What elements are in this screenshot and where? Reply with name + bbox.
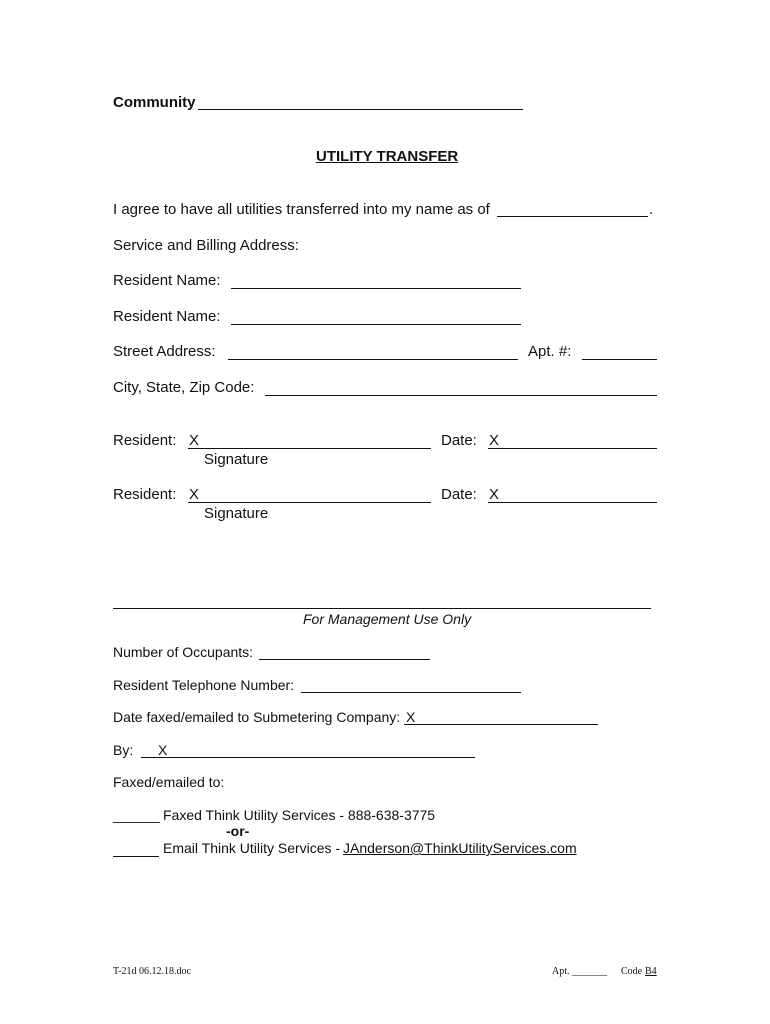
date-2-field[interactable] bbox=[488, 486, 657, 503]
resident-signature-1-field[interactable] bbox=[188, 432, 431, 449]
street-address-field[interactable] bbox=[228, 343, 518, 360]
apt-label: Apt. #: bbox=[528, 343, 572, 360]
community-field[interactable] bbox=[198, 93, 523, 110]
city-state-zip-label: City, State, Zip Code: bbox=[113, 379, 255, 396]
date-2-label: Date: bbox=[441, 486, 477, 503]
resident-name-1-field[interactable] bbox=[231, 272, 521, 289]
faxed-to-label: Faxed/emailed to: bbox=[113, 774, 225, 790]
resident-signature-2-field[interactable] bbox=[188, 486, 431, 503]
telephone-field[interactable] bbox=[301, 676, 521, 693]
date-1-field[interactable] bbox=[488, 432, 657, 449]
footer-code-label: Code bbox=[621, 966, 643, 977]
signature-1-x: X bbox=[189, 432, 200, 449]
apt-field[interactable] bbox=[582, 343, 657, 360]
resident-name-1-label: Resident Name: bbox=[113, 272, 221, 289]
telephone-label: Resident Telephone Number: bbox=[113, 677, 295, 693]
page-title: UTILITY TRANSFER bbox=[316, 148, 459, 165]
occupants-label: Number of Occupants: bbox=[113, 644, 254, 660]
resident-signature-1-label: Resident: bbox=[113, 432, 177, 449]
management-divider bbox=[113, 608, 651, 609]
resident-name-2-field[interactable] bbox=[231, 308, 521, 325]
community-label: Community bbox=[113, 94, 196, 111]
city-state-zip-field[interactable] bbox=[265, 379, 657, 396]
date-1-label: Date: bbox=[441, 432, 477, 449]
date-faxed-label: Date faxed/emailed to Submetering Company: bbox=[113, 709, 401, 725]
agreement-text: I agree to have all utilities transferred into my name as of bbox=[113, 201, 490, 218]
fax-option-blank[interactable]: ______ bbox=[113, 807, 160, 823]
resident-name-2-label: Resident Name: bbox=[113, 308, 221, 325]
fax-option-text: Faxed Think Utility Services - 888-638-3775 bbox=[163, 807, 436, 823]
management-heading: For Management Use Only bbox=[303, 611, 472, 627]
resident-signature-2-label: Resident: bbox=[113, 486, 177, 503]
by-field[interactable] bbox=[141, 741, 475, 758]
date-1-x: X bbox=[489, 432, 500, 449]
signature-2-sub-label: Signature bbox=[204, 505, 269, 522]
by-label: By: bbox=[113, 742, 134, 758]
agreement-period: . bbox=[649, 201, 654, 218]
occupants-field[interactable] bbox=[259, 643, 430, 660]
email-address-link[interactable]: JAnderson@ThinkUtilityServices.com bbox=[343, 840, 577, 856]
footer-doc-code: T-21d 06.12.18.doc bbox=[113, 966, 191, 977]
signature-1-sub-label: Signature bbox=[204, 451, 269, 468]
by-x: X bbox=[158, 742, 168, 758]
transfer-date-field[interactable] bbox=[497, 200, 648, 217]
date-faxed-x: X bbox=[406, 709, 416, 725]
footer-apt-label: Apt. bbox=[552, 966, 570, 977]
date-faxed-field[interactable] bbox=[404, 708, 598, 725]
date-2-x: X bbox=[489, 486, 500, 503]
or-text: -or- bbox=[226, 823, 250, 839]
email-option-blank[interactable] bbox=[113, 840, 159, 857]
signature-2-x: X bbox=[189, 486, 200, 503]
street-address-label: Street Address: bbox=[113, 343, 216, 360]
footer-apt-blank: _______ bbox=[572, 966, 607, 977]
service-billing-label: Service and Billing Address: bbox=[113, 237, 299, 254]
footer-code-value: B4 bbox=[645, 966, 657, 977]
email-option-text: Email Think Utility Services - bbox=[163, 840, 341, 856]
